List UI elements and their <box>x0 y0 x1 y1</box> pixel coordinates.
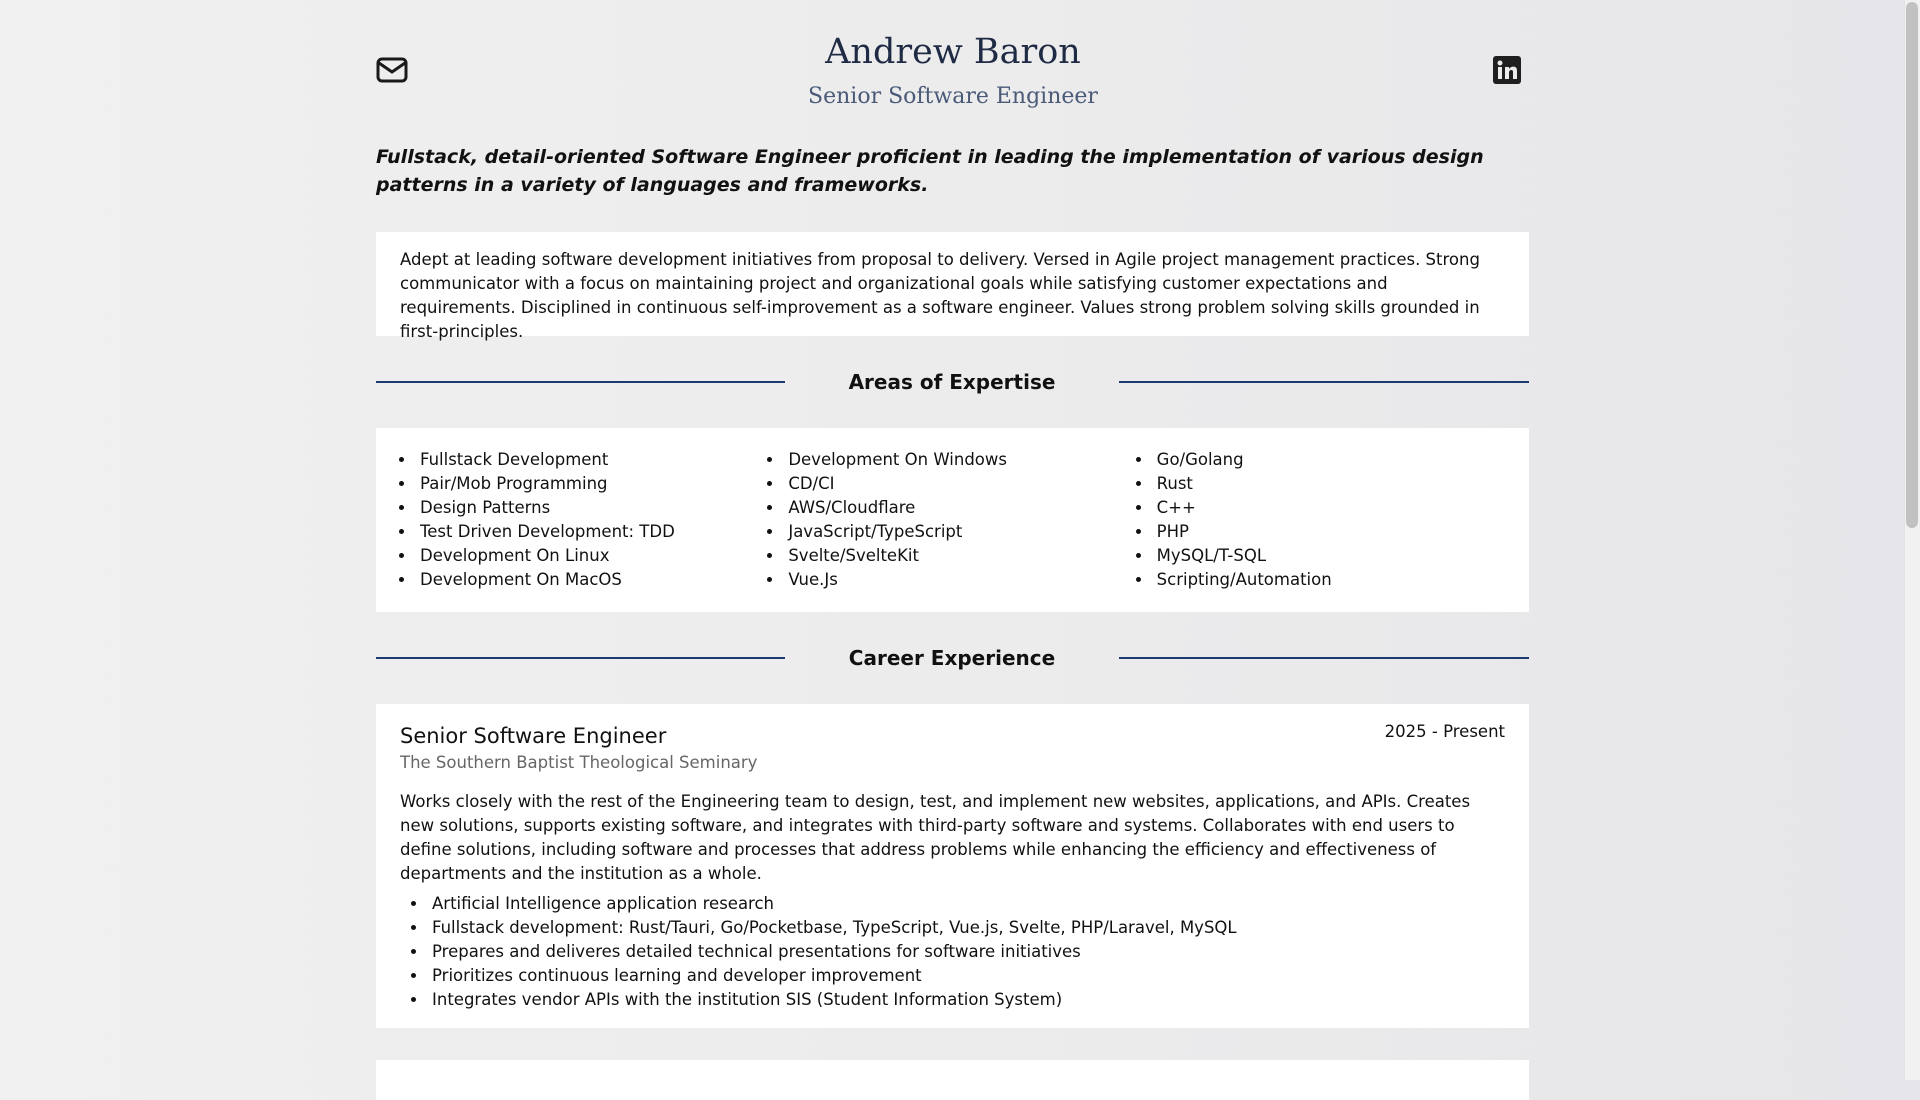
job-description: Works closely with the rest of the Engineering team to design, test, and implement new websites, applications, and APIs. Creates new solutions, supports existing software, and integrates with third-party software and systems. Collaborates with end users to define solutions, including software and processes that address problems while enhancing the efficiency and effectiveness of departments and the institution as a whole. <box>400 792 1471 883</box>
expertise-item: • JavaScript/TypeScript <box>784 520 1136 544</box>
career-heading-text: Career Experience <box>848 646 1056 670</box>
summary-text: Adept at leading software development initiatives from proposal to delivery. Versed in Agile project management practices. Strong communicator with a focus on maintaining project and organizational goals while satisfying customer expectations and requirements. Disciplined in continuous self-improvement as a software engineer. Values strong problem solving skills grounded in first-principles. <box>400 250 1480 341</box>
expertise-item: • Svelte/SvelteKit <box>784 544 1136 568</box>
expertise-item: • Development On Linux <box>416 544 768 568</box>
job-bullet: • Prioritizes continuous learning and developer improvement <box>428 964 1505 988</box>
summary-card <box>376 232 1529 341</box>
expertise-heading-text: Areas of Expertise <box>848 370 1056 394</box>
job-bullet: • Prepares and deliveres detailed technical presentations for software initiatives <box>428 940 1505 964</box>
job-bullet: • Artificial Intelligence application research <box>428 892 1505 916</box>
person-name: Andrew Baron <box>825 32 1081 72</box>
expertise-item: • Design Patterns <box>416 496 768 520</box>
person-title: Senior Software Engineer <box>808 84 1098 109</box>
heading-rule-right <box>1119 657 1529 659</box>
expertise-item: • AWS/Cloudflare <box>784 496 1136 520</box>
expertise-column-3 <box>1137 448 1505 592</box>
heading-rule-left <box>376 657 785 659</box>
job-bullet: • Integrates vendor APIs with the institution SIS (Student Information System) <box>428 988 1505 1012</box>
page-scrollbar[interactable] <box>1904 0 1920 1080</box>
expertise-column-2 <box>768 448 1136 592</box>
expertise-item: • Pair/Mob Programming <box>416 472 768 496</box>
expertise-item: • Vue.Js <box>784 568 1136 592</box>
job-card <box>376 704 1529 1028</box>
expertise-item: • Fullstack Development <box>416 448 768 472</box>
expertise-section-heading <box>376 362 1529 402</box>
job-bullets <box>400 892 1505 1012</box>
linkedin-link[interactable] <box>1493 56 1521 84</box>
expertise-item: • C++ <box>1153 496 1505 520</box>
next-job-card <box>376 1060 1529 1100</box>
linkedin-icon <box>1493 56 1521 84</box>
expertise-item: • Test Driven Development: TDD <box>416 520 768 544</box>
scrollbar-thumb[interactable] <box>1906 2 1918 528</box>
job-company: The Southern Baptist Theological Seminary <box>400 753 758 772</box>
expertise-item: • Scripting/Automation <box>1153 568 1505 592</box>
expertise-item: • Go/Golang <box>1153 448 1505 472</box>
tagline: Fullstack, detail-oriented Software Engineer proficient in leading the implementation of various design patterns in a variety of languages and frameworks. <box>376 146 1484 196</box>
expertise-item: • Development On Windows <box>784 448 1136 472</box>
heading-rule-right <box>1119 381 1529 383</box>
expertise-column-1 <box>400 448 768 592</box>
job-dates: 2025 - Present <box>1384 722 1505 741</box>
heading-rule-left <box>376 381 785 383</box>
job-role: Senior Software Engineer <box>400 724 667 748</box>
expertise-item: • Rust <box>1153 472 1505 496</box>
expertise-item: • CD/CI <box>784 472 1136 496</box>
job-bullet: • Fullstack development: Rust/Tauri, Go/Pocketbase, TypeScript, Vue.js, Svelte, PHP/Laravel, MySQL <box>428 916 1505 940</box>
expertise-item: • PHP <box>1153 520 1505 544</box>
expertise-card <box>376 428 1529 612</box>
career-section-heading <box>376 638 1529 678</box>
expertise-item: • Development On MacOS <box>416 568 768 592</box>
expertise-item: • MySQL/T-SQL <box>1153 544 1505 568</box>
